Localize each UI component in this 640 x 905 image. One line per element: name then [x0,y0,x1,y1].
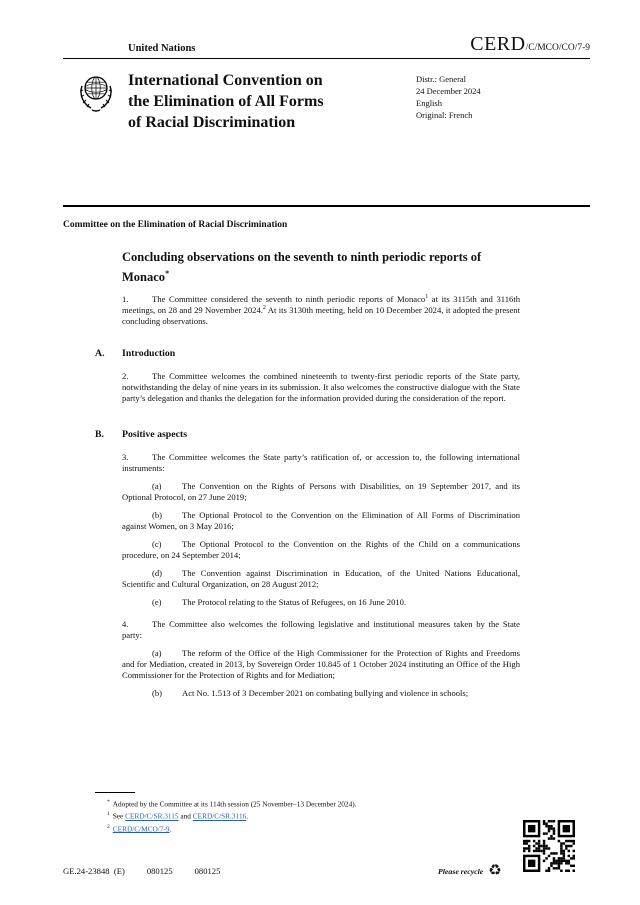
paragraph-1-text-2: at its 3115th and 3116th meetings, on 28 and 29 November 2024. [122,294,521,316]
list-item-3b [122,510,520,532]
committee-name: Committee on the Elimination of Racial Discrimination [63,220,288,230]
footer-code-2: 080125 [194,866,221,876]
section-b-title: Positive aspects [122,429,188,441]
document-link-sr3116[interactable]: CERD/C/SR.3116 [192,811,247,821]
list-item-label: (c) [152,539,162,550]
document-symbol-prefix: CERD [470,33,526,55]
document-title [122,250,482,285]
list-item-label: (a) [152,481,162,492]
original-language-line: Original: French [416,110,473,120]
document-symbol-suffix: /C/MCO/CO/7-9 [525,43,590,53]
paragraph-2 [122,371,520,404]
un-emblem-icon [75,70,117,116]
distr-line: Distr.: General [416,74,467,84]
list-item-text: The reform of the Office of the High Commissioner for the Protection of Rights and Freedoms and for Mediation, created in 2013, by Sovereign Order 10.845 of 1 October 2024 instituting an Office of the High Commissioner for the Protection of Rights and for Mediation; [122,648,520,681]
paragraph-1-text: The Committee considered the seventh to ninth periodic reports of Monaco [152,294,426,305]
paragraph-1-text-3: At its 3130th meeting, held on 10 December 2024, it adopted the present concluding observations. [122,305,520,327]
footnote-star-text: Adopted by the Committee at its 114th session (25 November–13 December 2024). [112,799,357,809]
list-item-text: The Optional Protocol to the Convention on the Rights of the Child on a communications procedure, on 24 September 2014; [122,539,520,561]
paragraph-2-text: The Committee welcomes the combined nineteenth to twenty-first periodic reports of the State party, notwithstanding the delay of nine years in its submission. It also welcomes the constructive dialogue with the State party’s delegation and thanks the delegation for the information provided during the consideration of the report. [122,371,520,404]
section-a-heading [95,348,520,359]
list-item-text: The Convention on the Rights of Persons with Disabilities, on 19 September 2017, and its Optional Protocol, on 27 June 2019; [122,481,520,503]
date-line: 24 December 2024 [416,86,481,96]
footnote-1 [95,809,525,821]
footnote-1-pre: See [112,811,126,821]
list-item-label: (b) [152,510,163,521]
please-recycle [438,864,502,879]
masthead [63,70,590,133]
list-item-3c [122,539,520,561]
list-item-text: Act No. 1.513 of 3 December 2021 on combating bullying and violence in schools; [182,688,469,699]
paragraph-number: 4. [122,619,129,630]
footer-ge-number [63,866,220,876]
list-item-text: The Convention against Discrimination in Education, of the United Nations Educational, Scientific and Cultural Organization, on 28 August 2012; [122,568,520,590]
title-footnote-marker: * [165,268,170,278]
footnote-2-post: . [169,824,172,834]
footnote-ref-2: 2 [262,305,266,312]
section-a-letter: A. [95,348,105,360]
document-title-text: Concluding observations on the seventh to ninth periodic reports of Monaco [122,250,482,284]
list-item-label: (b) [152,688,163,699]
paragraph-4-text: The Committee also welcomes the following legislative and institutional measures taken by the State party: [122,619,520,641]
document-symbol [470,34,590,54]
footnote-marker: 1 [107,811,110,818]
list-item-3a [122,481,520,503]
convention-title-line3: of Racial Discrimination [128,114,296,131]
paragraph-number: 3. [122,452,129,463]
qr-code [523,820,575,872]
paragraph-number: 2. [122,371,129,382]
section-a-title: Introduction [122,348,176,360]
list-item-text: The Optional Protocol to the Convention on the Elimination of All Forms of Discrimination against Women, on 3 May 2016; [122,510,520,532]
footnote-ref-1: 1 [425,294,429,301]
please-recycle-label: Please recycle [438,867,484,876]
list-item-3e [122,597,520,608]
list-item-label: (e) [152,597,162,608]
body-text [95,294,521,699]
section-divider-thick [63,205,590,207]
convention-title-line1: International Convention on [128,72,323,89]
section-b-letter: B. [95,429,104,441]
footnote-star [95,797,525,809]
distribution-info [416,70,481,133]
convention-title-line2: the Elimination of All Forms [128,93,324,110]
footnote-marker: 2 [107,823,110,830]
paragraph-3-text: The Committee welcomes the State party’s ratification of, or accession to, the following international instruments: [122,452,520,474]
ge-number: GE.24-23848 (E) [63,866,125,876]
list-item-4b [122,688,520,699]
list-item-label: (a) [152,648,162,659]
list-item-3d [122,568,520,590]
paragraph-3 [122,452,520,474]
document-link-sr3115[interactable]: CERD/C/SR.3115 [125,811,179,821]
language-line: English [416,98,442,108]
org-name: United Nations [128,43,196,54]
convention-title [128,70,388,133]
list-item-label: (d) [152,568,163,579]
paragraph-1 [122,294,520,327]
footnote-1-mid: and [178,811,193,821]
top-symbol-row [63,34,590,54]
footnote-marker: * [107,799,110,805]
recycle-icon: ♻ [488,863,502,879]
section-b-heading [95,429,520,440]
paragraph-number: 1. [122,294,129,305]
footnote-divider [95,792,135,793]
list-item-text: The Protocol relating to the Status of Refugees, on 16 June 2010. [182,597,407,608]
paragraph-4 [122,619,520,641]
footnotes [95,792,525,834]
footnote-2 [95,822,525,834]
header-divider [63,58,590,59]
footer-code-1: 080125 [146,866,173,876]
document-link-mco79[interactable]: CERD/C/MCO/7-9 [112,824,170,834]
footnote-1-post: . [246,811,249,821]
list-item-4a [122,648,520,681]
